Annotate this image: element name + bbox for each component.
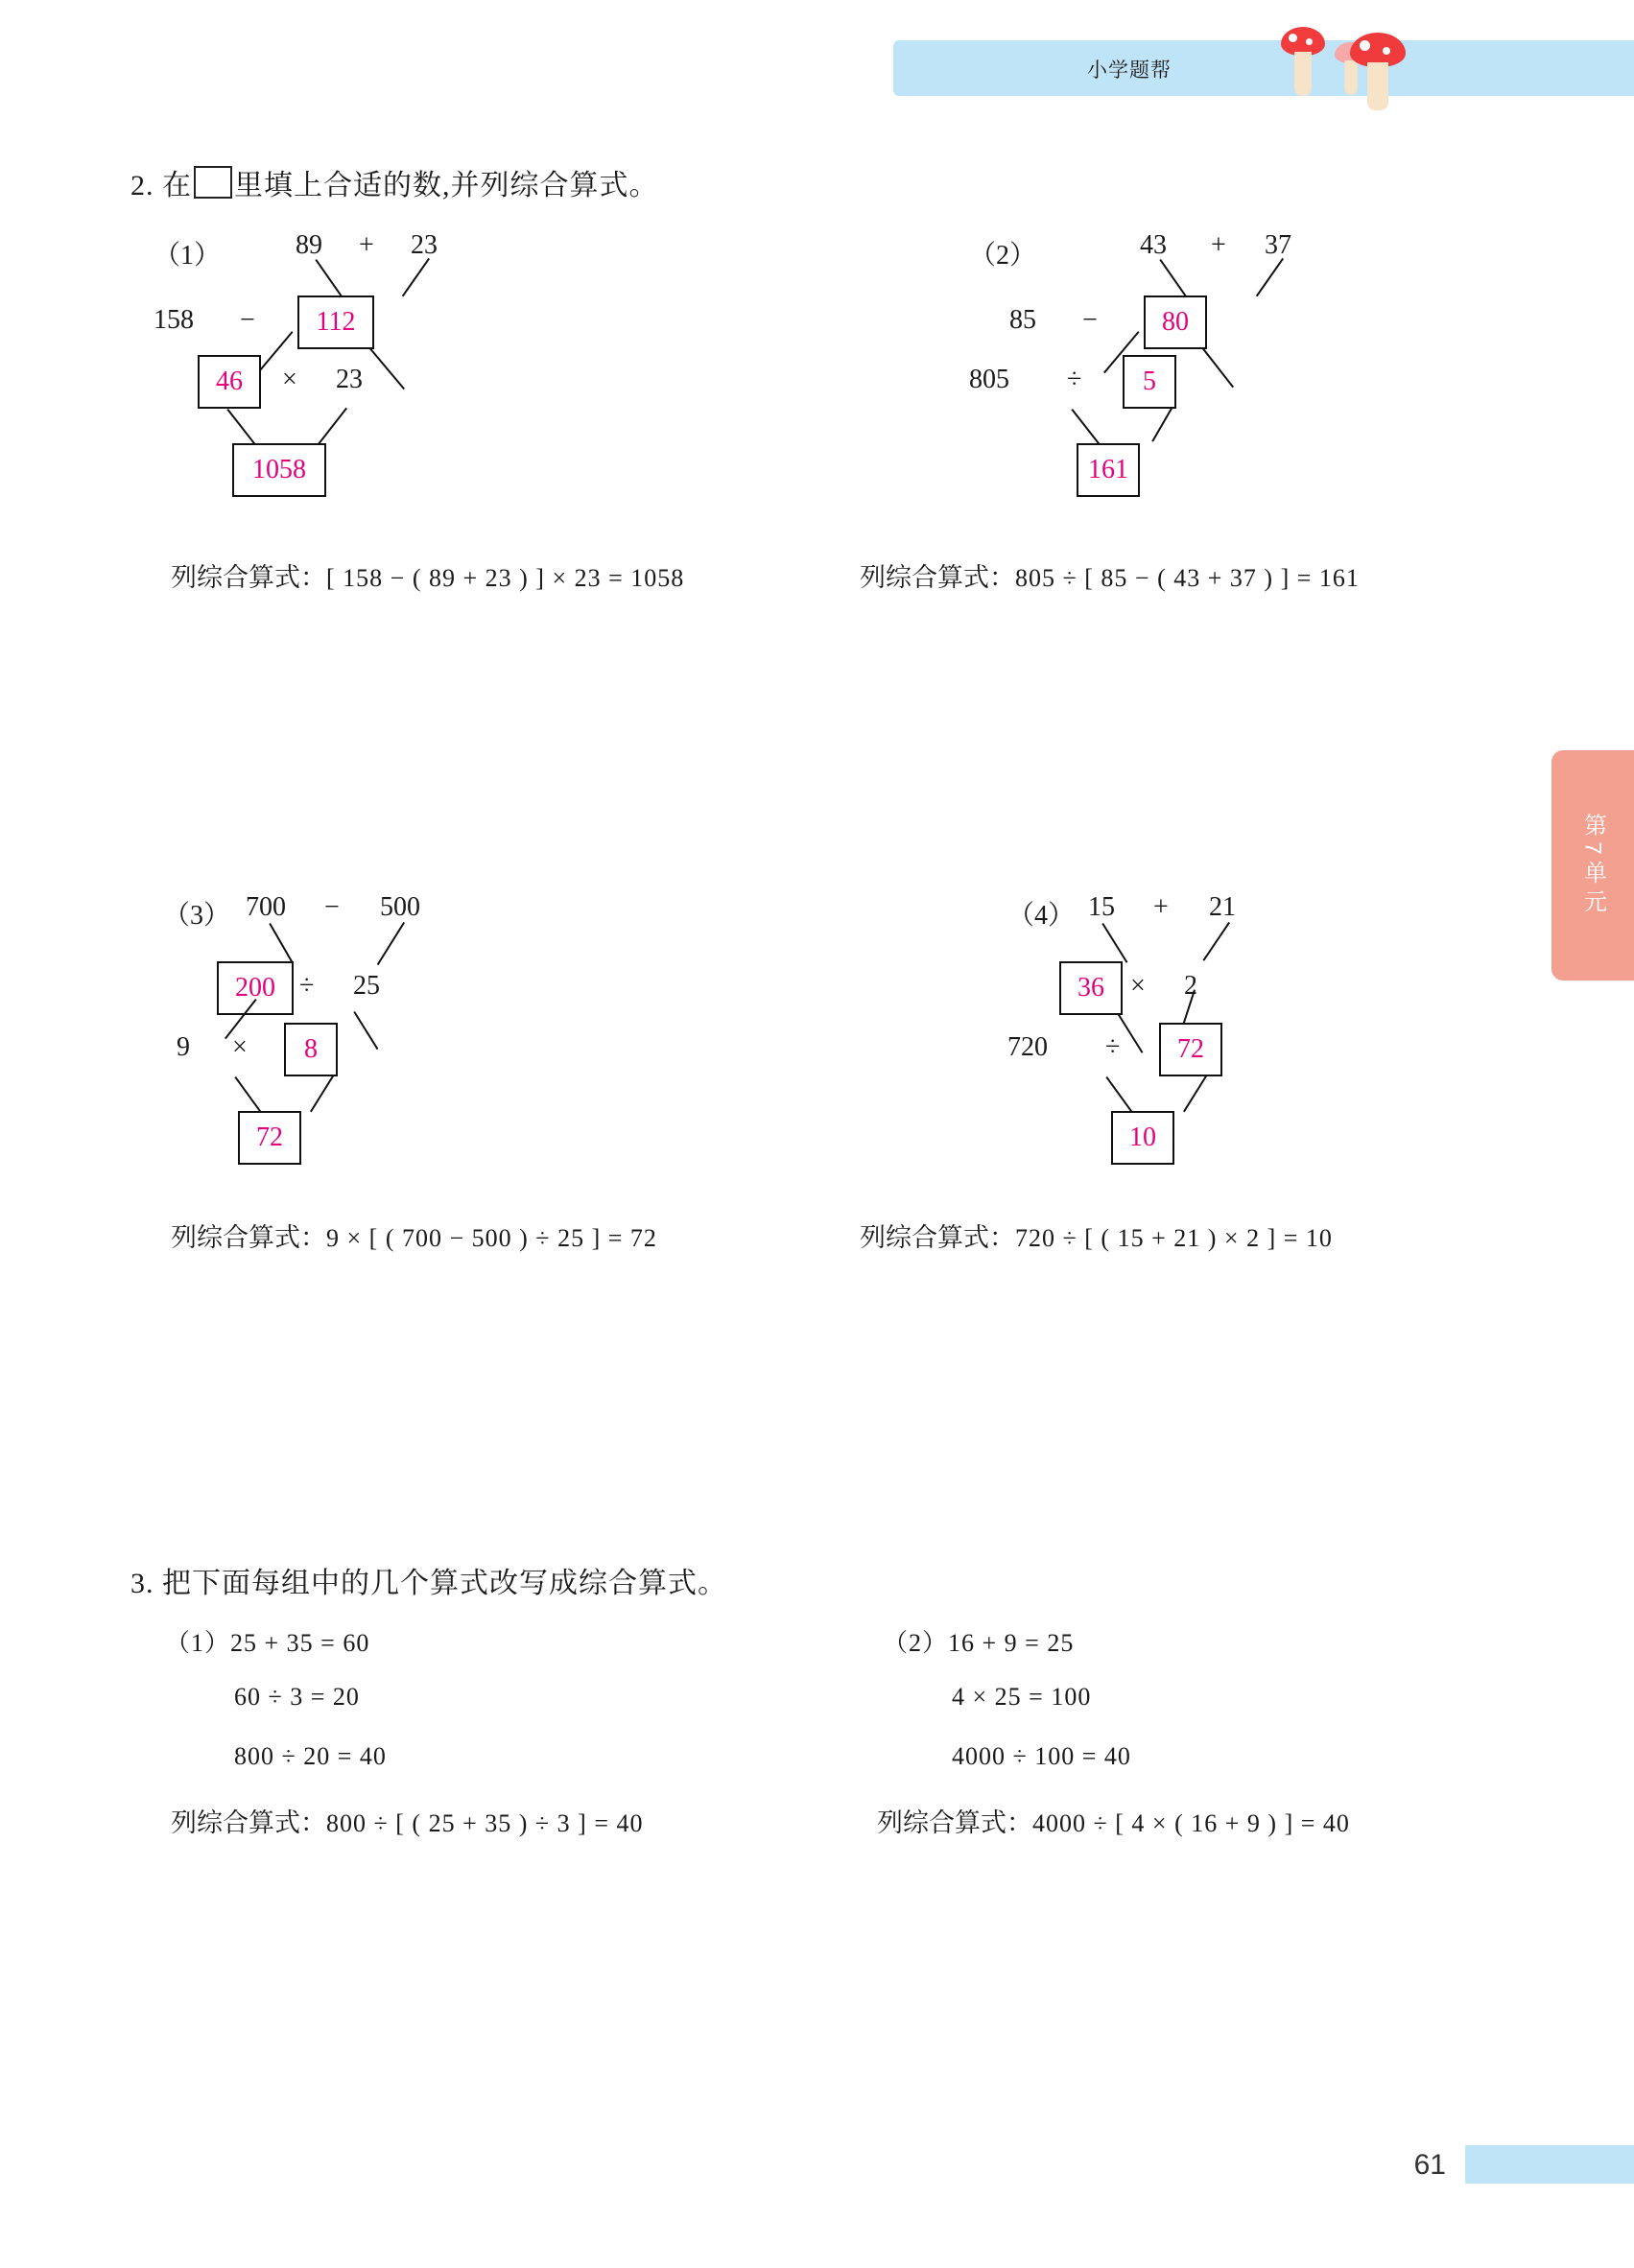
answer-label-4 (860, 1217, 1333, 1254)
q3-2-line-1: 16 + 9 = 25 (948, 1629, 1075, 1657)
tree2-node-a: 43 (1140, 230, 1167, 260)
question-3-title (130, 1559, 727, 1601)
tree4-node-2: 2 (1184, 971, 1197, 1001)
q3-1-answer-label: 列综合算式： (171, 1808, 326, 1837)
q3-1-line-2: 60 ÷ 3 = 20 (234, 1683, 360, 1711)
tree1-node-23b: 23 (336, 365, 363, 394)
answer-label-2-text: 列综合算式： (860, 563, 1015, 592)
tree1-answer-46[interactable]: 46 (198, 355, 261, 409)
mushroom-large-icon (1350, 33, 1406, 67)
tree4-answer-72[interactable]: 72 (1159, 1023, 1222, 1076)
q3-2-answer-expr: 4000 ÷ [ 4 × ( 16 + 9 ) ] = 40 (1032, 1809, 1350, 1837)
header-bar (893, 40, 1634, 96)
tree1-node-a: 89 (296, 230, 322, 260)
q3-2-line-2: 4 × 25 = 100 (952, 1683, 1092, 1711)
q3-1-answer-expr: 800 ÷ [ ( 25 + 35 ) ÷ 3 ] = 40 (326, 1809, 644, 1837)
tree4-answer-10[interactable]: 10 (1111, 1111, 1174, 1165)
item-label-4: （4） (1007, 901, 1076, 931)
tree4-node-15: 15 (1088, 892, 1115, 922)
tree2-answer-5[interactable]: 5 (1123, 355, 1176, 409)
tree2-node-b: 37 (1265, 230, 1291, 260)
question-2-title (130, 161, 659, 203)
q3-1-answer (171, 1802, 644, 1839)
tree3-answer-200[interactable]: 200 (217, 961, 294, 1015)
tree1-answer-112[interactable]: 112 (297, 295, 374, 349)
q3-1-line-3: 800 ÷ 20 = 40 (234, 1742, 387, 1770)
tree1-node-b: 23 (411, 230, 438, 260)
tree1-op-3: × (282, 365, 297, 394)
tree3-answer-8[interactable]: 8 (284, 1023, 338, 1076)
answer-expr-2: 805 ÷ [ 85 − ( 43 + 37 ) ] = 161 (1015, 564, 1360, 592)
blank-box-icon (194, 166, 232, 199)
tree3-answer-72[interactable]: 72 (238, 1111, 301, 1165)
answer-expr-3: 9 × [ ( 700 − 500 ) ÷ 25 ] = 72 (326, 1224, 657, 1252)
tree2-node-85: 85 (1009, 305, 1036, 335)
tree4-op-1: + (1153, 892, 1169, 922)
tree2-answer-80[interactable]: 80 (1144, 295, 1207, 349)
tree4-op-2: × (1130, 971, 1146, 1001)
tree3-node-9: 9 (177, 1032, 190, 1062)
tree3-node-700: 700 (246, 892, 286, 922)
question-3-title-text: 把下面每组中的几个算式改写成综合算式。 (162, 1568, 727, 1599)
question-2-title-after: 里填上合适的数,并列综合算式。 (234, 170, 659, 201)
tree-diagram-2 (969, 230, 1564, 547)
tree2-node-805: 805 (969, 365, 1009, 394)
tree4-node-720: 720 (1007, 1032, 1048, 1062)
mushroom-icon (1281, 27, 1325, 56)
tree4-node-21: 21 (1209, 892, 1236, 922)
q3-1-label (165, 1623, 369, 1659)
q3-1-label-text: （1） (165, 1629, 231, 1657)
tree1-answer-1058[interactable]: 1058 (232, 443, 326, 497)
q3-2-answer (877, 1802, 1350, 1839)
tree1-op-1: + (359, 230, 374, 260)
question-2-number: 2. (130, 170, 154, 201)
tree-diagram-3 (163, 892, 758, 1209)
tree3-node-500: 500 (380, 892, 420, 922)
footer-bar (1465, 2145, 1634, 2184)
answer-label-4-text: 列综合算式： (860, 1223, 1015, 1252)
tree-diagram-1 (154, 230, 748, 547)
tree2-op-3: ÷ (1067, 365, 1082, 394)
answer-label-3 (171, 1217, 657, 1254)
brand-label: 小学题帮 (1087, 59, 1172, 82)
answer-label-2 (860, 556, 1360, 594)
item-label-1: （1） (154, 241, 222, 271)
q3-2-line-3: 4000 ÷ 100 = 40 (952, 1742, 1131, 1770)
tree2-answer-161[interactable]: 161 (1077, 443, 1140, 497)
tree-diagram-4 (1007, 892, 1602, 1209)
q3-1-line-1: 25 + 35 = 60 (230, 1629, 370, 1657)
answer-label-1 (171, 556, 684, 594)
tree2-op-2: − (1082, 305, 1098, 335)
unit-tab-label: 第7单元 (1579, 813, 1606, 918)
question-3-number: 3. (130, 1568, 154, 1599)
tree1-op-2: − (240, 305, 255, 335)
tree1-node-158: 158 (154, 305, 194, 335)
item-label-3: （3） (163, 901, 231, 931)
tree3-op-1: − (324, 892, 340, 922)
tree4-op-3: ÷ (1105, 1032, 1121, 1062)
answer-expr-1: [ 158 − ( 89 + 23 ) ] × 23 = 1058 (326, 564, 685, 592)
item-label-2: （2） (969, 241, 1037, 271)
question-2-title-before: 在 (162, 170, 192, 201)
page-number: 61 (1413, 2149, 1446, 2181)
q3-2-answer-label: 列综合算式： (877, 1808, 1032, 1837)
tree4-answer-36[interactable]: 36 (1059, 961, 1123, 1015)
tree2-op-1: + (1211, 230, 1226, 260)
answer-label-1-text: 列综合算式： (171, 563, 326, 592)
answer-label-3-text: 列综合算式： (171, 1223, 326, 1252)
q3-2-label (883, 1623, 1074, 1659)
answer-expr-4: 720 ÷ [ ( 15 + 21 ) × 2 ] = 10 (1015, 1224, 1333, 1252)
tree3-op-3: × (232, 1032, 248, 1062)
tree3-op-2: ÷ (299, 971, 315, 1001)
q3-2-label-text: （2） (883, 1629, 949, 1657)
tree3-node-25: 25 (353, 971, 380, 1001)
